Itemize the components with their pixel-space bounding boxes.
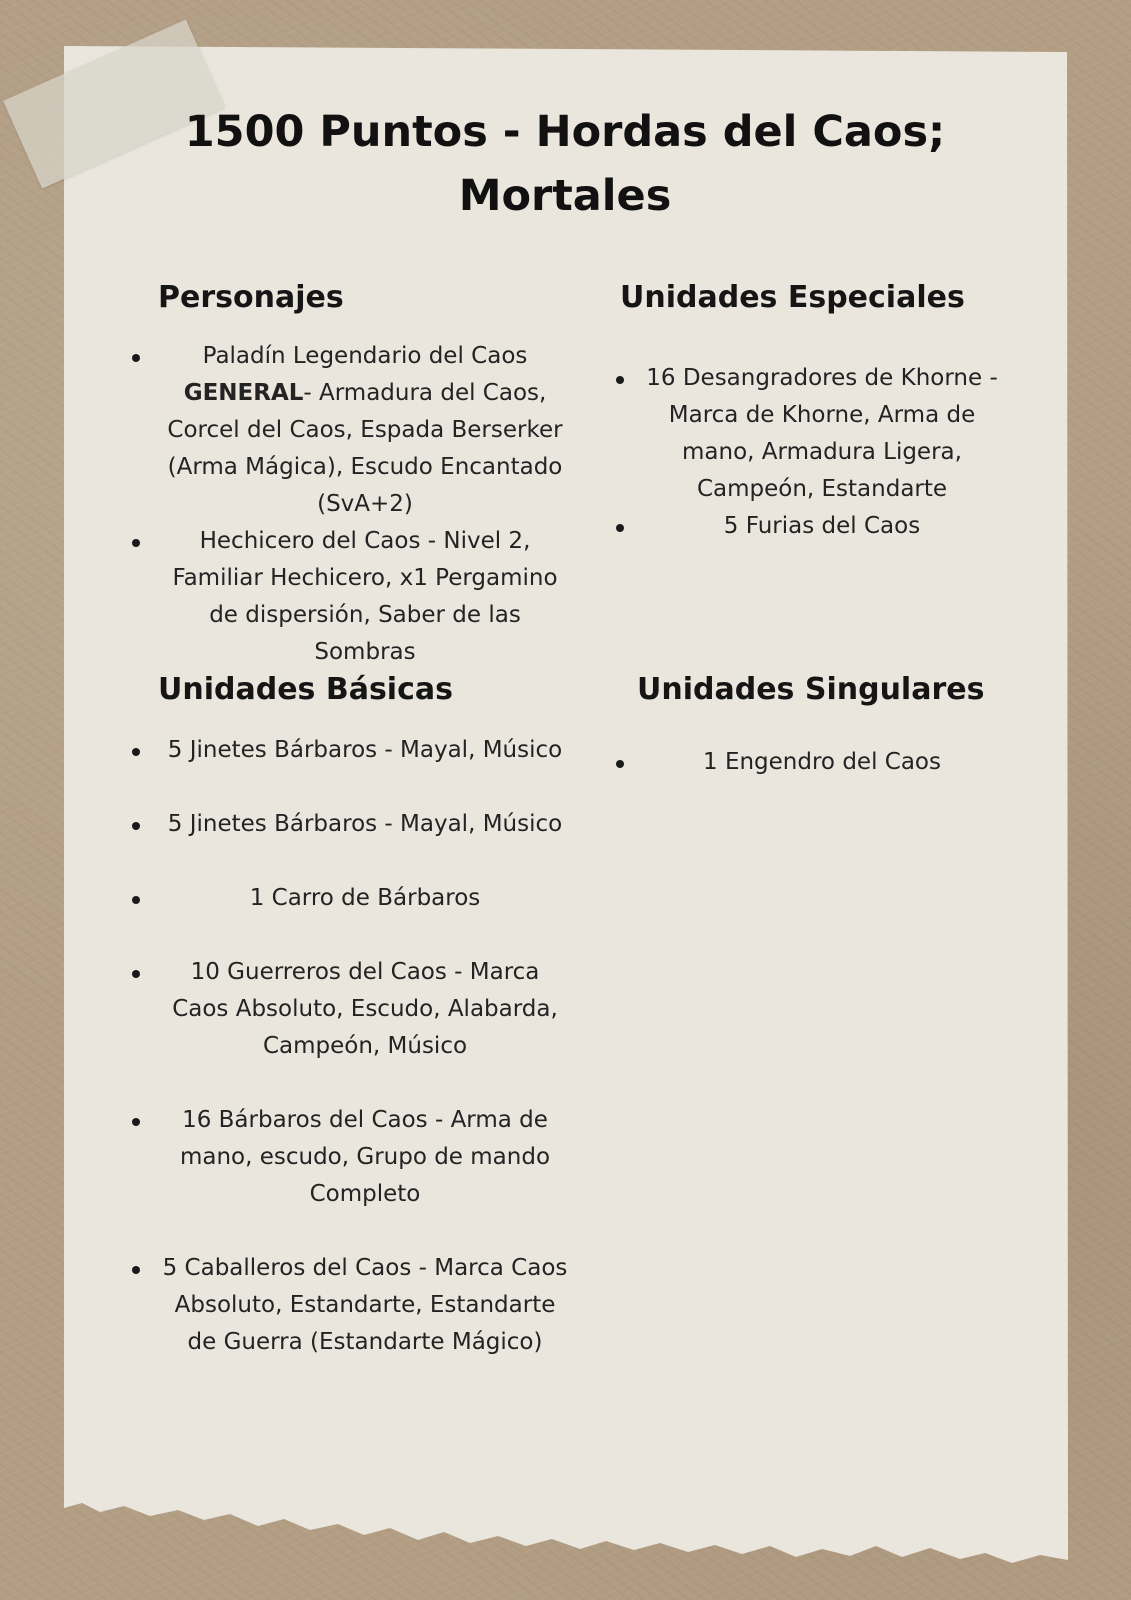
bullet-icon [132, 539, 140, 547]
list-item [612, 508, 1012, 545]
list-item [130, 880, 570, 917]
list-item [130, 338, 570, 523]
list-item [130, 954, 570, 1065]
list-item [130, 1250, 570, 1361]
basicas-list [130, 732, 570, 1361]
section-basicas [130, 670, 570, 1361]
item-text: 5 Jinetes Bárbaros - Mayal, Músico [167, 811, 563, 837]
bullet-icon [132, 970, 140, 978]
item-name: Paladín Legendario del Caos [202, 343, 528, 369]
item-text: 5 Furias del Caos [723, 513, 921, 539]
section-heading-basicas: Unidades Básicas [158, 672, 453, 707]
item-text: 5 Jinetes Bárbaros - Mayal, Músico [167, 737, 563, 763]
section-singulares [612, 670, 1012, 781]
list-item [612, 744, 1012, 781]
bullet-icon [132, 354, 140, 362]
document-title: 1500 Puntos - Hordas del Caos; Mortales [184, 107, 946, 221]
item-text: 16 Desangradores de Khorne - Marca de Khorne, Arma de mano, Armadura Ligera, Campeón, Estandarte [646, 365, 998, 502]
item-text: Hechicero del Caos - Nivel 2, Familiar Hechicero, x1 Pergamino de dispersión, Saber de las Sombras [172, 528, 558, 665]
item-text: 16 Bárbaros del Caos - Arma de mano, escudo, Grupo de mando Completo [179, 1107, 551, 1207]
list-item [612, 360, 1012, 508]
list-item [130, 732, 570, 769]
section-heading-personajes: Personajes [158, 280, 344, 315]
item-text: 1 Carro de Bárbaros [249, 885, 481, 911]
especiales-list [612, 360, 1012, 545]
item-text: 1 Engendro del Caos [703, 749, 941, 775]
bullet-icon [132, 1266, 140, 1274]
bullet-icon [132, 1118, 140, 1126]
singulares-list [612, 744, 1012, 781]
list-item [130, 1102, 570, 1213]
section-heading-singulares: Unidades Singulares [637, 672, 985, 707]
bullet-icon [132, 896, 140, 904]
bullet-icon [616, 524, 624, 532]
bullet-icon [616, 376, 624, 384]
list-item [130, 523, 570, 671]
general-tag: GENERAL [183, 380, 304, 406]
item-text: 5 Caballeros del Caos - Marca Caos Absoluto, Estandarte, Estandarte de Guerra (Estandarte Mágico) [162, 1255, 568, 1355]
list-item [130, 806, 570, 843]
section-personajes [130, 278, 570, 671]
section-especiales [612, 278, 1012, 545]
item-details: - Armadura del Caos, Corcel del Caos, Espada Berserker (Arma Mágica), Escudo Encantado (SvA+2) [167, 380, 563, 517]
item-text: 10 Guerreros del Caos - Marca Caos Absoluto, Escudo, Alabarda, Campeón, Músico [172, 959, 558, 1059]
bullet-icon [616, 760, 624, 768]
bullet-icon [132, 748, 140, 756]
bullet-icon [132, 822, 140, 830]
section-heading-especiales: Unidades Especiales [620, 280, 965, 315]
personajes-list [130, 338, 570, 671]
